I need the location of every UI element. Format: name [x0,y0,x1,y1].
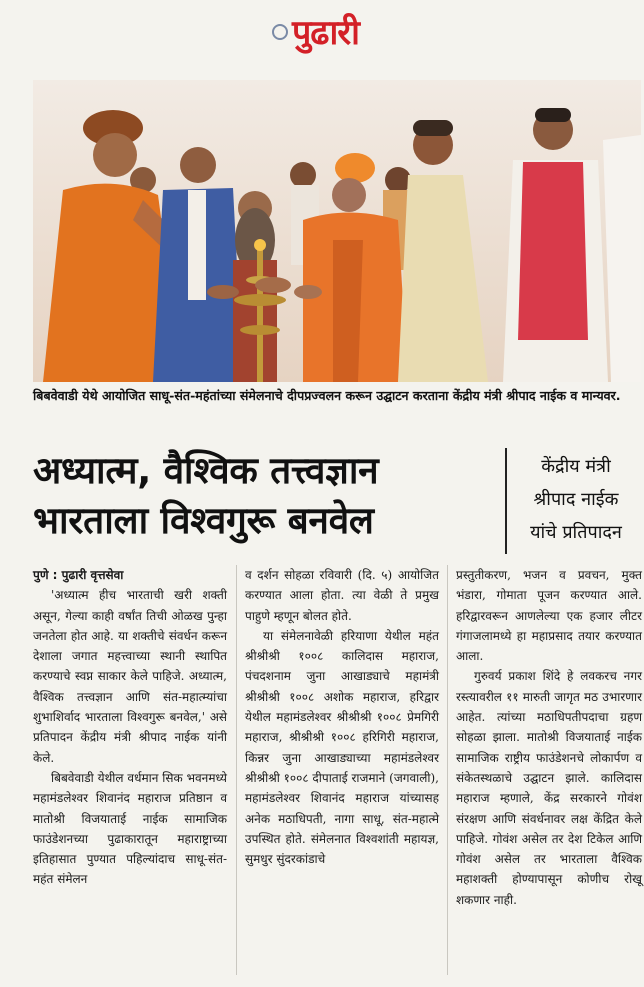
column-1 [33,565,227,890]
headline-line-1: अध्यात्म, वैश्विक तत्त्वज्ञान [33,449,379,492]
article-body [33,565,644,985]
logo-text: पुढारी [292,13,359,53]
column-3 [456,565,642,910]
column-2 [245,565,439,869]
paragraph: गुरुवर्य प्रकाश शिंदे हे लवकरच नगर रस्त्यावरील ११ मारुती जागृत मठ उभारणार आहेत. त्यांच्या मठाधिपतीपदाचा ग्रहण सोहळा झाला. मातोश्री विजयाताई नाईक सामाजिक राष्ट्रीय फाउंडेशनचे लोकार्पण व संकेतस्थळाचे उद्घाटन झाले. कालिदास महाराज म्हणाले, केंद्र सरकारने गोवंश संरक्षण आणि संवर्धनावर लक्ष केंद्रित केले पाहिजे. गोवंश असेल तर देश टिकेल आणि गोवंश असेल तर भारताला वैश्विक महाशक्ती होण्यापासून कोणीच रोखू शकणार नाही. [456,669,642,907]
headline [33,446,503,546]
subheadline [513,450,639,549]
deck-divider [505,448,507,554]
paragraph: बिबवेवाडी येथील वर्धमान सिक भवनमध्ये महामंडलेश्वर शिवानंद महाराज प्रतिष्ठान व मातोश्री विजयाताई नाईक सामाजिक फाउंडेशनच्या पुढाकारातून महाराष्ट्राच्या इतिहासात पुण्यात पहिल्यांदाच साधू-संत-महंत संमेलन [33,770,227,887]
emblem-icon [272,24,288,40]
paragraph: 'अध्यात्म हीच भारताची खरी शक्ती असून, गेल्या काही वर्षांत तिची ओळख पुन्हा जनतेला होत आहे. या शक्तीचे संवर्धन करून देशाला जगात महत्त्वाच्या स्थानी स्थापित करण्याचे स्वप्न साकार केले पाहिजे. अध्यात्म, वैश्विक तत्त्वज्ञान आणि संत-महात्म्यांचा शुभाशिर्वाद भारताला विश्वगुरू बनवेल,' असे प्रतिपादन केंद्रीय मंत्री श्रीपाद नाईक यांनी केले. [33,588,227,765]
dateline: पुणे : पुढारी वृत्तसेवा [33,568,124,582]
subheadline-line-1: केंद्रीय मंत्री [541,456,611,477]
newspaper-logo [272,10,382,60]
column-divider [447,565,448,975]
news-photo [33,80,641,382]
column-divider [236,565,237,975]
subheadline-line-3: यांचे प्रतिपादन [530,522,622,543]
paragraph: प्रस्तुतीकरण, भजन व प्रवचन, मुक्त भंडारा, गोमाता पूजन करण्यात आले. हरिद्वारवरून आणलेल्या एक हजार लीटर गंगाजलामध्ये हा महाप्रसाद तयार करण्यात आला. [456,568,642,664]
paragraph: या संमेलनावेळी हरियाणा येथील महंत श्रीश्रीश्री १००८ कालिदास महाराज, पंचदशनाम जुना आखाड्याचे महामंत्री श्रीश्रीश्री १००८ अशोक महाराज, हरिद्वार येथील महामंडलेश्वर श्रीश्रीश्री १००८ प्रेमगिरी महाराज, श्रीश्रीश्री १००८ हरिगिरी महाराज, किन्नर जुना आखाड्याच्या महामंडलेश्वर श्रीश्रीश्री १००८ दीपाताई राजमाने (जगवाली), महामंडलेश्वर शिवानंद महाराज यांच्यासह अनेक मठाधिपती, नागा साधू, संत-महात्मे उपस्थित होते. संमेलनात विश्वशांती महायज्ञ, सुमधुर सुंदरकांडाचे [245,628,440,867]
photo-caption: बिबवेवाडी येथे आयोजित साधू-संत-महंतांच्या संमेलनाचे दीपप्रज्वलन करून उद्घाटन करताना केंद्रीय मंत्री श्रीपाद नाईक व मान्यवर. [33,388,621,403]
paragraph: व दर्शन सोहळा रविवारी (दि. ५) आयोजित करण्यात आला होता. त्या वेळी ते प्रमुख पाहुणे म्हणून बोलत होते. [245,568,439,623]
masthead [0,0,644,72]
headline-line-2: भारताला विश्वगुरू बनवेल [33,499,374,542]
subheadline-line-2: श्रीपाद नाईक [533,489,619,510]
